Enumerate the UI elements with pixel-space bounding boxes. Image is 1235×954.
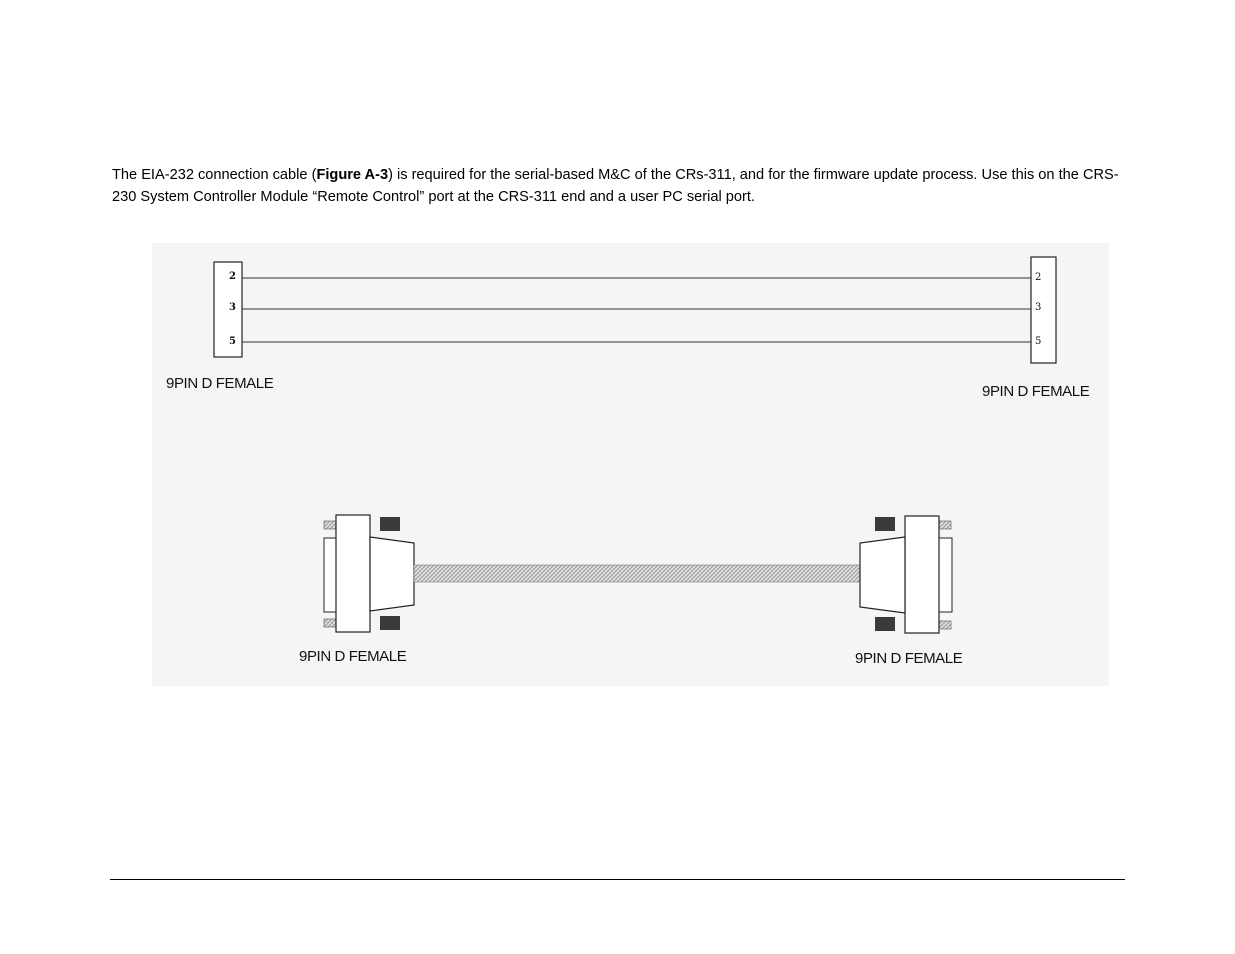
right-pin-label-5: 5 bbox=[1035, 336, 1042, 347]
paragraph-text-end: ) is required for the serial-based M&C of the CRs-311, and for the firmware update process. Use this on the CRS-230 System Controller Module “Remote Control” port at the CRS-311 end and a user PC serial port. bbox=[112, 167, 1119, 205]
figure-a3-cable-diagram bbox=[152, 243, 1109, 686]
cable-left-label: 9PIN D FEMALE bbox=[299, 648, 407, 665]
cable-right-label: 9PIN D FEMALE bbox=[855, 650, 963, 667]
left-db9-connector bbox=[324, 515, 414, 632]
schematic-left-label: 9PIN D FEMALE bbox=[166, 375, 274, 392]
left-pin-label-2: 2 bbox=[229, 271, 236, 282]
right-pin-label-3: 3 bbox=[1035, 302, 1042, 313]
cable-diagram-graphic bbox=[152, 243, 1109, 686]
right-pin-label-2: 2 bbox=[1035, 272, 1042, 283]
schematic-right-label: 9PIN D FEMALE bbox=[982, 383, 1090, 400]
intro-paragraph bbox=[112, 164, 1127, 208]
left-pin-label-5: 5 bbox=[229, 336, 236, 347]
left-connector-box bbox=[214, 262, 242, 357]
paragraph-text-start: The EIA-232 connection cable ( bbox=[112, 167, 317, 183]
right-db9-connector bbox=[860, 516, 952, 633]
footer-divider bbox=[110, 879, 1125, 880]
cable-body bbox=[414, 565, 860, 582]
figure-reference: Figure A-3 bbox=[316, 167, 389, 183]
left-pin-label-3: 3 bbox=[229, 302, 236, 313]
